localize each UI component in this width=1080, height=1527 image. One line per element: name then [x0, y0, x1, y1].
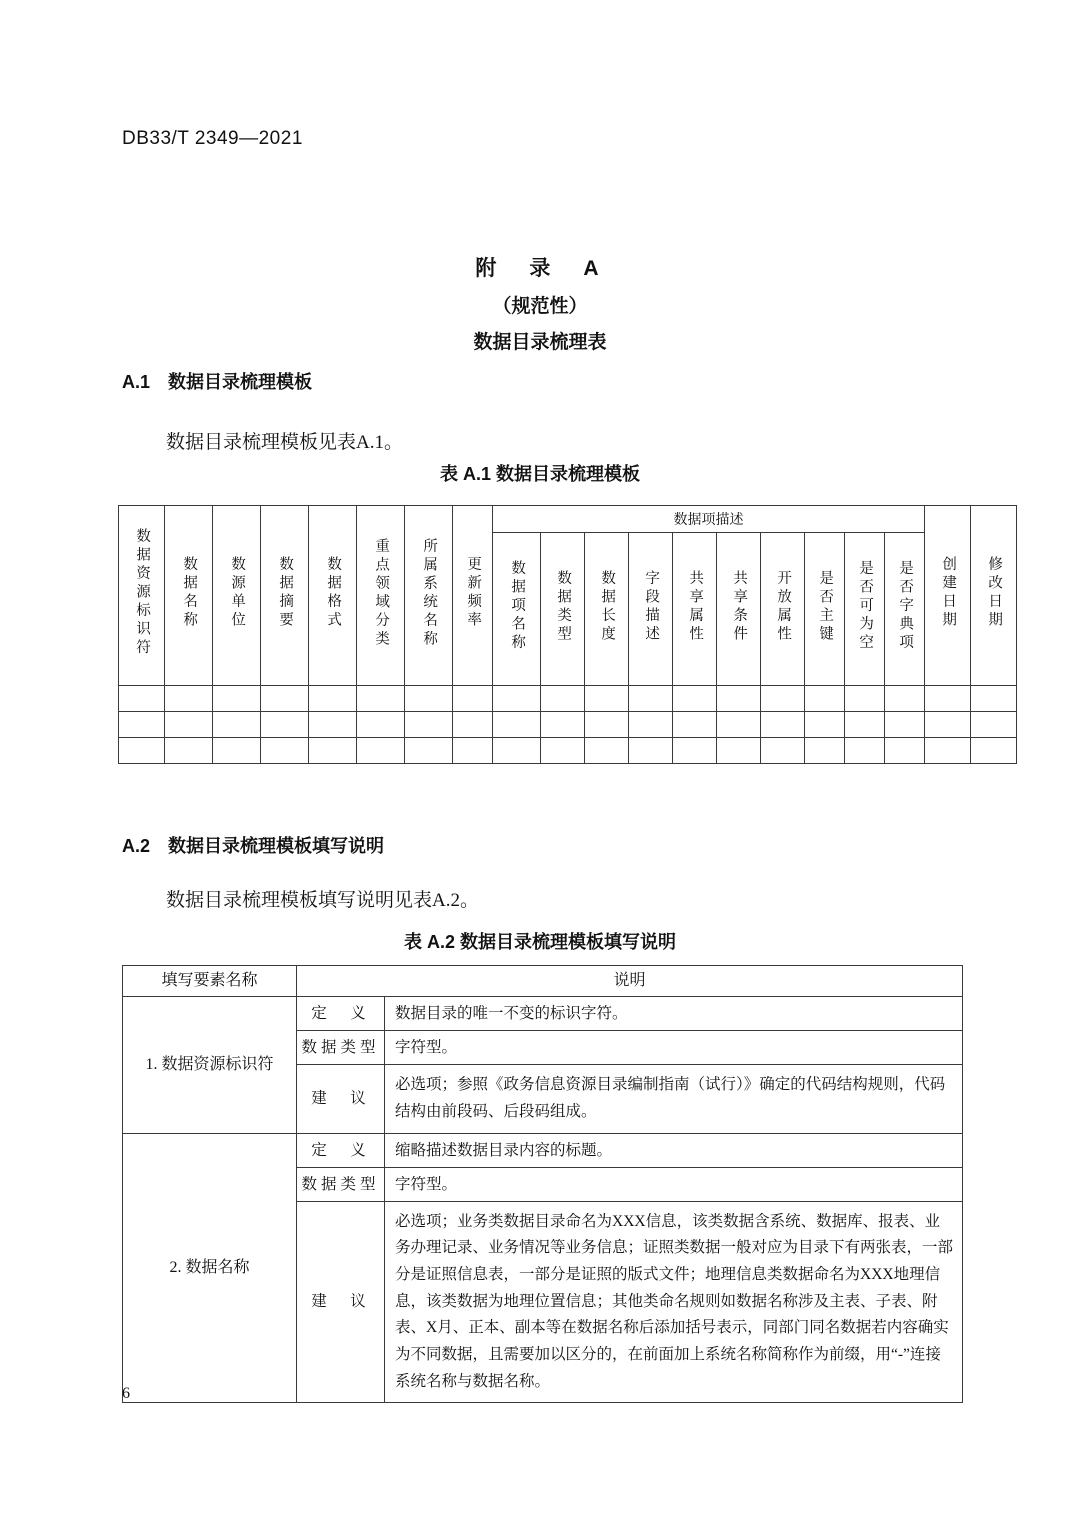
table-a1-col-update-frequency: 更新频率: [453, 506, 493, 686]
table-a2-attr-suggestion: 建 议: [297, 1065, 385, 1133]
table-a1-col-is-dictionary-item: 是否字典项: [885, 533, 925, 686]
table-a1-cell[interactable]: [971, 738, 1017, 764]
table-a1-group-header-row: [119, 506, 1017, 533]
section-heading-a1: [122, 368, 312, 394]
table-a1-cell[interactable]: [629, 712, 673, 738]
table-caption-a2: 表 A.2 数据目录梳理模板填写说明: [403, 932, 676, 952]
table-a1-col-data-summary: 数据摘要: [261, 506, 309, 686]
section-number-a2: A.2: [122, 836, 151, 856]
table-a1-container: [118, 505, 1003, 764]
table-a1-cell[interactable]: [453, 712, 493, 738]
table-a1-cell[interactable]: [971, 686, 1017, 712]
section-title-a2: 数据目录梳理模板填写说明: [168, 836, 385, 856]
table-a2-definition-1: 数据目录的唯一不变的标识字符。: [385, 997, 963, 1031]
table-a1-cell[interactable]: [405, 686, 453, 712]
table-a1-cell[interactable]: [453, 686, 493, 712]
table-a1-cell[interactable]: [925, 686, 971, 712]
table-a1-cell[interactable]: [845, 738, 885, 764]
table-a1-cell[interactable]: [119, 686, 165, 712]
table-a1-col-data-length: 数据长度: [585, 533, 629, 686]
table-a1-col-system-name: 所属系统名称: [405, 506, 453, 686]
table-caption-a1: 表 A.1 数据目录梳理模板: [439, 464, 640, 484]
table-a2-attr-definition: 定 义: [297, 997, 385, 1031]
table-a2-element-name-2: 2. 数据名称: [123, 1133, 297, 1403]
table-a1-col-data-resource-id: 数据资源标识符: [119, 506, 165, 686]
table-a1-cell[interactable]: [357, 712, 405, 738]
table-a1-cell[interactable]: [717, 712, 761, 738]
table-a1-cell[interactable]: [925, 712, 971, 738]
table-a1-cell[interactable]: [165, 712, 213, 738]
table-row: [123, 997, 963, 1031]
table-a2-header-row: [123, 966, 963, 997]
document-header-code: DB33/T 2349—2021: [122, 128, 303, 149]
table-a1-cell[interactable]: [357, 686, 405, 712]
table-a1-cell[interactable]: [673, 712, 717, 738]
table-a1-col-is-nullable: 是否可为空: [845, 533, 885, 686]
table-a1-cell[interactable]: [925, 738, 971, 764]
table-a1-cell[interactable]: [629, 686, 673, 712]
table-a1-group-header-data-item-description: 数据项描述: [493, 506, 925, 533]
table-a2-data-type-2: 字符型。: [385, 1167, 963, 1201]
table-a2-element-name-1: 1. 数据资源标识符: [123, 997, 297, 1134]
table-a1-cell[interactable]: [119, 712, 165, 738]
table-a1-col-open-attribute: 开放属性: [761, 533, 805, 686]
table-a1-cell[interactable]: [165, 738, 213, 764]
table-a1-cell[interactable]: [541, 712, 585, 738]
table-a1-cell[interactable]: [971, 712, 1017, 738]
table-a2-container: [122, 965, 962, 1403]
table-a1-empty-row[interactable]: [119, 686, 1017, 712]
table-a1-cell[interactable]: [805, 738, 845, 764]
table-a2-suggestion-1: 必选项；参照《政务信息资源目录编制指南（试行）》确定的代码结构规则，代码结构由前段码、后段码组成。: [385, 1065, 963, 1133]
table-a1-col-share-condition: 共享条件: [717, 533, 761, 686]
table-a2-definition-2: 缩略描述数据目录内容的标题。: [385, 1133, 963, 1167]
table-a1-cell[interactable]: [717, 738, 761, 764]
appendix-title-block: [0, 252, 1080, 354]
table-a1-col-data-format: 数据格式: [309, 506, 357, 686]
table-a1-cell[interactable]: [541, 686, 585, 712]
table-a2-header-element-name: 填写要素名称: [123, 966, 297, 997]
table-a1-empty-row[interactable]: [119, 738, 1017, 764]
table-a2-attr-definition: 定 义: [297, 1133, 385, 1167]
table-a1-col-source-unit: 数源单位: [213, 506, 261, 686]
appendix-subject: 数据目录梳理表: [473, 332, 607, 353]
appendix-title: 附 录 A: [475, 257, 605, 280]
table-a1-cell[interactable]: [405, 738, 453, 764]
table-a1-cell[interactable]: [309, 686, 357, 712]
table-a1-cell[interactable]: [357, 738, 405, 764]
table-a1-cell[interactable]: [165, 686, 213, 712]
table-a1-cell[interactable]: [493, 738, 541, 764]
table-a1-col-field-description: 字段描述: [629, 533, 673, 686]
table-a1-cell[interactable]: [493, 712, 541, 738]
table-a1-cell[interactable]: [493, 686, 541, 712]
table-a1-cell[interactable]: [805, 712, 845, 738]
table-a1-cell[interactable]: [585, 738, 629, 764]
table-a1: [118, 505, 1017, 764]
table-a2-attr-data-type: 数据类型: [297, 1031, 385, 1065]
table-a1-cell[interactable]: [541, 738, 585, 764]
table-a1-col-data-type: 数据类型: [541, 533, 585, 686]
table-a1-col-create-date: 创建日期: [925, 506, 971, 686]
table-a1-cell[interactable]: [261, 712, 309, 738]
table-a1-empty-row[interactable]: [119, 712, 1017, 738]
table-a1-cell[interactable]: [309, 712, 357, 738]
table-a1-cell[interactable]: [761, 686, 805, 712]
table-a1-cell[interactable]: [261, 738, 309, 764]
table-a1-cell[interactable]: [885, 712, 925, 738]
table-a1-cell[interactable]: [629, 738, 673, 764]
table-a1-cell[interactable]: [213, 686, 261, 712]
table-a1-cell[interactable]: [585, 686, 629, 712]
table-a1-cell[interactable]: [885, 738, 925, 764]
table-a1-col-data-item-name: 数据项名称: [493, 533, 541, 686]
table-a1-cell[interactable]: [405, 712, 453, 738]
section-paragraph-a2: 数据目录梳理模板填写说明见表A.2。: [166, 890, 479, 911]
table-a2-attr-suggestion: 建 议: [297, 1201, 385, 1403]
table-a1-cell[interactable]: [585, 712, 629, 738]
table-a1-col-modify-date: 修改日期: [971, 506, 1017, 686]
table-a1-cell[interactable]: [453, 738, 493, 764]
table-a2-suggestion-2: 必选项；业务类数据目录命名为XXX信息，该类数据含系统、数据库、报表、业务办理记录、业务情况等业务信息；证照类数据一般对应为目录下有两张表，一部分是证照信息表，一部分是证照的版式文件；地理信息类数据命名为XXX地理信息，该类数据为地理位置信息；其他类命名规则如数据名称涉及主表、子表、附表、X月、正本、副本等在数据名称后添加括号表示，同部门同名数据若内容确实为不同数据，且需要加以区分的，在前面加上系统名称简称作为前缀，用“-”连接系统名称与数据名称。: [385, 1201, 963, 1403]
table-a1-col-key-domain-classification: 重点领域分类: [357, 506, 405, 686]
table-a1-cell[interactable]: [805, 686, 845, 712]
section-number-a1: A.1: [122, 372, 151, 392]
table-a2-data-type-1: 字符型。: [385, 1031, 963, 1065]
table-a1-cell[interactable]: [309, 738, 357, 764]
table-a1-cell[interactable]: [761, 712, 805, 738]
page-number: 6: [122, 1385, 130, 1402]
table-a1-cell[interactable]: [885, 686, 925, 712]
table-a1-cell[interactable]: [673, 686, 717, 712]
table-a1-cell[interactable]: [845, 712, 885, 738]
table-a1-cell[interactable]: [761, 738, 805, 764]
section-heading-a2: [122, 832, 384, 858]
section-paragraph-a1: 数据目录梳理模板见表A.1。: [166, 432, 403, 453]
table-a2-header-description: 说明: [297, 966, 963, 997]
table-a1-col-is-primary-key: 是否主键: [805, 533, 845, 686]
table-a1-cell[interactable]: [717, 686, 761, 712]
table-a2: [122, 965, 963, 1403]
table-a1-cell[interactable]: [119, 738, 165, 764]
table-a1-cell[interactable]: [673, 738, 717, 764]
table-a1-cell[interactable]: [213, 712, 261, 738]
table-a1-cell[interactable]: [261, 686, 309, 712]
appendix-normative-label: （规范性）: [492, 296, 588, 317]
table-a1-col-share-attribute: 共享属性: [673, 533, 717, 686]
table-a2-attr-data-type: 数据类型: [297, 1167, 385, 1201]
table-row: [123, 1133, 963, 1167]
table-a1-cell[interactable]: [845, 686, 885, 712]
table-a1-cell[interactable]: [213, 738, 261, 764]
section-title-a1: 数据目录梳理模板: [168, 372, 313, 392]
table-a1-col-data-name: 数据名称: [165, 506, 213, 686]
